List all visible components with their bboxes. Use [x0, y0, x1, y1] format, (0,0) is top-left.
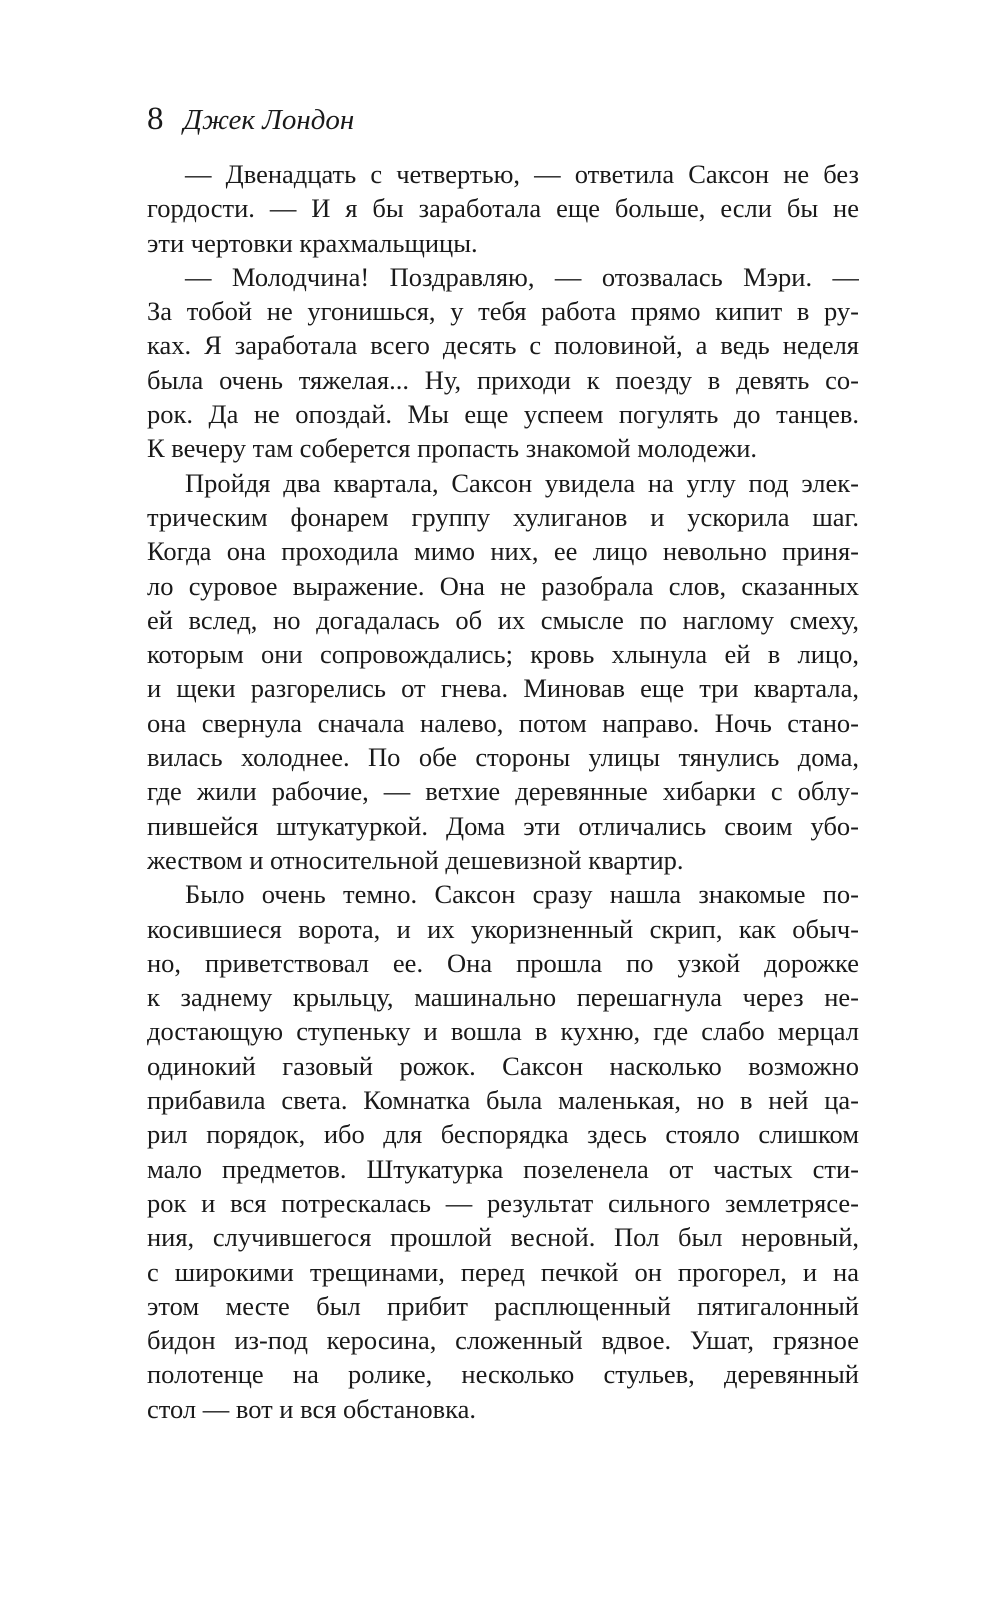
- text-line: и щеки разгорелись от гнева. Миновав еще три квартала,: [147, 673, 859, 704]
- text-line: К вечеру там соберется пропасть знакомой молодежи.: [147, 433, 758, 464]
- text-line: достающую ступеньку и вошла в кухню, где слабо мерцал: [147, 1016, 859, 1047]
- text-line: стол — вот и вся обстановка.: [147, 1393, 477, 1424]
- paragraph: [147, 157, 859, 260]
- text-line: За тобой не угонишься, у тебя работа прямо кипит в ру-: [147, 296, 859, 327]
- text-line: этом месте был прибит расплющенный пятигалонный: [147, 1290, 859, 1321]
- text-line: рок и вся потрескалась — результат сильного землетрясе-: [147, 1187, 859, 1218]
- text-line: полотенце на ролике, несколько стульев, деревянный: [147, 1359, 859, 1390]
- text-line: — Двенадцать с четвертью, — ответила Саксон не без: [185, 159, 859, 189]
- paragraph: [147, 877, 859, 1426]
- body-text: [147, 157, 859, 1426]
- text-line: мало предметов. Штукатурка позеленела от частых сти-: [147, 1153, 859, 1184]
- page-number: 8: [147, 101, 164, 137]
- text-line: косившиеся ворота, и их укоризненный скрип, как обыч-: [147, 913, 859, 944]
- text-line: Было очень темно. Саксон сразу нашла знакомые по-: [185, 879, 859, 910]
- text-line: рок. Да не опоздай. Мы еще успеем погулять до танцев.: [147, 399, 859, 430]
- text-line: где жили рабочие, — ветхие деревянные хибарки с облу-: [147, 776, 859, 807]
- text-line: жеством и относительной дешевизной квартир.: [147, 844, 684, 875]
- text-line: эти чертовки крахмальщицы.: [147, 227, 478, 258]
- running-head: [147, 98, 859, 141]
- text-line: ния, случившегося прошлой весной. Пол был неровный,: [147, 1222, 859, 1253]
- text-line: гордости. — И я бы заработала еще больше, если бы не: [147, 193, 859, 224]
- text-line: с широкими трещинами, перед печкой он прогорел, и на: [147, 1256, 859, 1287]
- text-line: она свернула сначала налево, потом направо. Ночь стано-: [147, 707, 859, 738]
- text-line: пившейся штукатуркой. Дома эти отличались своим убо-: [147, 810, 859, 841]
- text-line: но, приветствовал ее. Она прошла по узкой дорожке: [147, 947, 859, 978]
- text-line: — Молодчина! Поздравляю, — отозвалась Мэри. —: [185, 261, 859, 292]
- text-line: трическим фонарем группу хулиганов и ускорила шаг.: [147, 501, 859, 532]
- text-line: ло суровое выражение. Она не разобрала слов, сказанных: [147, 570, 859, 601]
- text-line: Пройдя два квартала, Саксон увидела на углу под элек-: [185, 467, 859, 498]
- paragraph: [147, 260, 859, 466]
- text-line: которым они сопровождались; кровь хлынула ей в лицо,: [147, 639, 859, 670]
- text-line: Когда она проходила мимо них, ее лицо невольно приня-: [147, 536, 859, 567]
- running-head-author: Джек Лондон: [183, 104, 355, 136]
- text-line: ках. Я заработала всего десять с половиной, а ведь неделя: [147, 330, 859, 361]
- text-line: вилась холоднее. По обе стороны улицы тянулись дома,: [147, 742, 859, 773]
- text-line: одинокий газовый рожок. Саксон насколько возможно: [147, 1050, 859, 1081]
- text-line: была очень тяжелая... Ну, приходи к поезду в девять со-: [147, 364, 859, 395]
- text-line: ей вслед, но догадалась об их смысле по наглому смеху,: [147, 604, 859, 635]
- text-line: бидон из-под керосина, сложенный вдвое. Ушат, грязное: [147, 1325, 859, 1356]
- text-line: рил порядок, ибо для беспорядка здесь стояло слишком: [147, 1119, 859, 1150]
- book-page: [147, 98, 859, 1426]
- text-line: к заднему крыльцу, машинально перешагнула через не-: [147, 982, 859, 1013]
- text-line: прибавила света. Комнатка была маленькая, но в ней ца-: [147, 1085, 859, 1116]
- paragraph: [147, 466, 859, 878]
